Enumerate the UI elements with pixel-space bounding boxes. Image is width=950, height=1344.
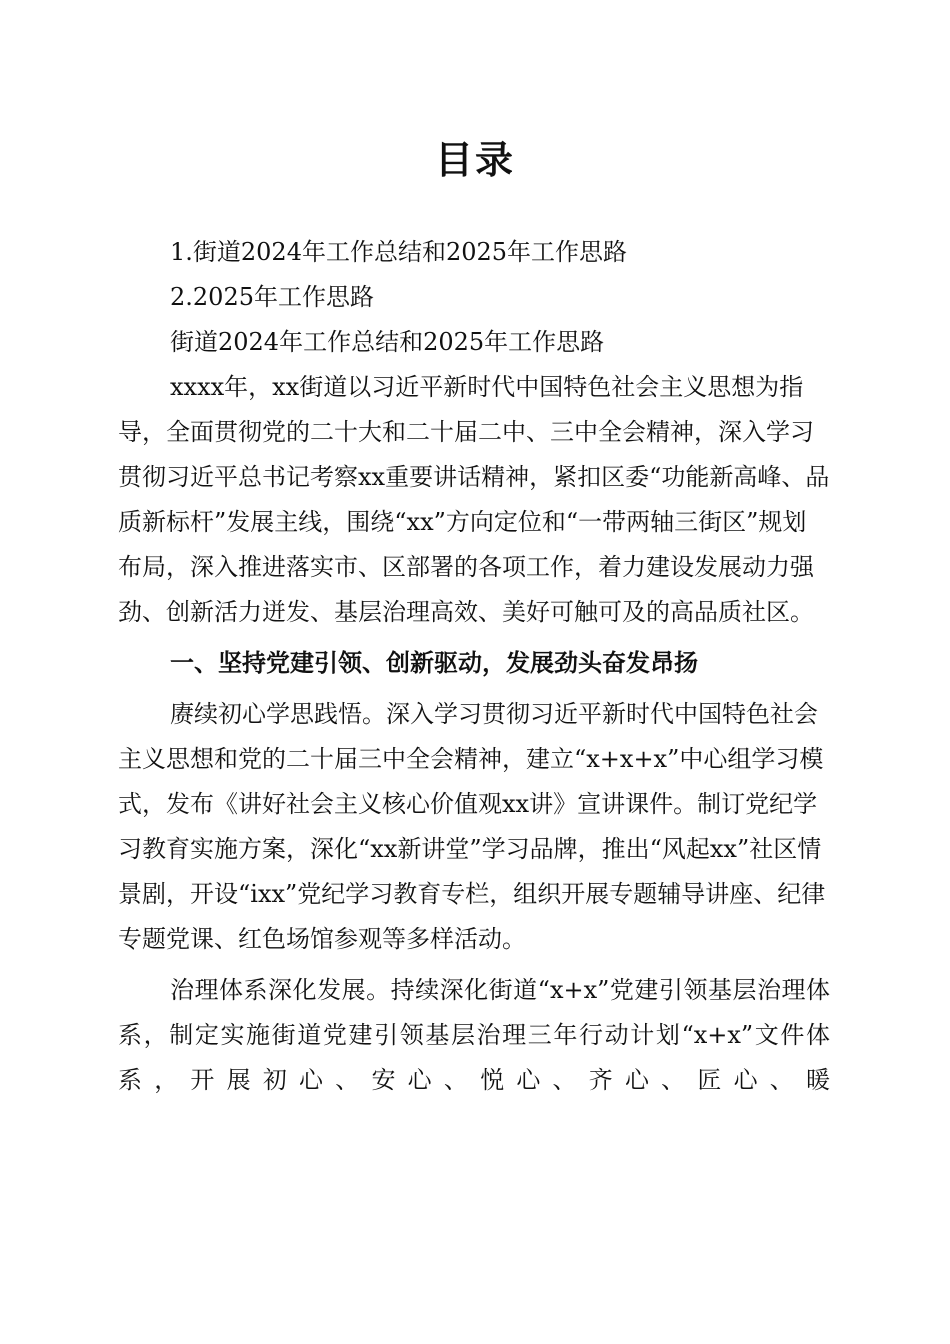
paragraph-2: 治理体系深化发展。持续深化街道“x+x”党建引领基层治理体系，制定实施街道党建引领基层治理三年行动计划“x+x”文件体系，开展初心、安心、悦心、齐心、匠心、暖 bbox=[118, 976, 830, 1094]
toc-item-1: 1.街道2024年工作总结和2025年工作思路 bbox=[170, 238, 628, 266]
intro-paragraph: xxxx年，xx街道以习近平新时代中国特色社会主义思想为指导，全面贯彻党的二十大和二十届二中、三中全会精神，深入学习贯彻习近平总书记考察xx重要讲话精神，紧扣区委“功能新高峰、品质新标杆”发展主线，围绕“xx”方向定位和“一带两轴三街区”规划布局，深入推进落实市、区部署的各项工作，着力建设发展动力强劲、创新活力迸发、基层治理高效、美好可触可及的高品质社区。 bbox=[118, 373, 830, 626]
document-subtitle: 街道2024年工作总结和2025年工作思路 bbox=[170, 328, 605, 356]
section-1-heading: 一、坚持党建引领、创新驱动，发展劲头奋发昂扬 bbox=[170, 649, 698, 677]
document-body bbox=[118, 230, 830, 1103]
page-title: 目录 bbox=[434, 138, 515, 182]
toc-item-2: 2.2025年工作思路 bbox=[170, 283, 374, 311]
paragraph-1: 赓续初心学思践悟。深入学习贯彻习近平新时代中国特色社会主义思想和党的二十届三中全会精神，建立“x+x+x”中心组学习模式，发布《讲好社会主义核心价值观xx讲》宣讲课件。制订党纪学习教育实施方案，深化“xx新讲堂”学习品牌，推出“风起xx”社区情景剧，开设“ixx”党纪学习教育专栏，组织开展专题辅导讲座、纪律专题党课、红色场馆参观等多样活动。 bbox=[118, 700, 826, 953]
